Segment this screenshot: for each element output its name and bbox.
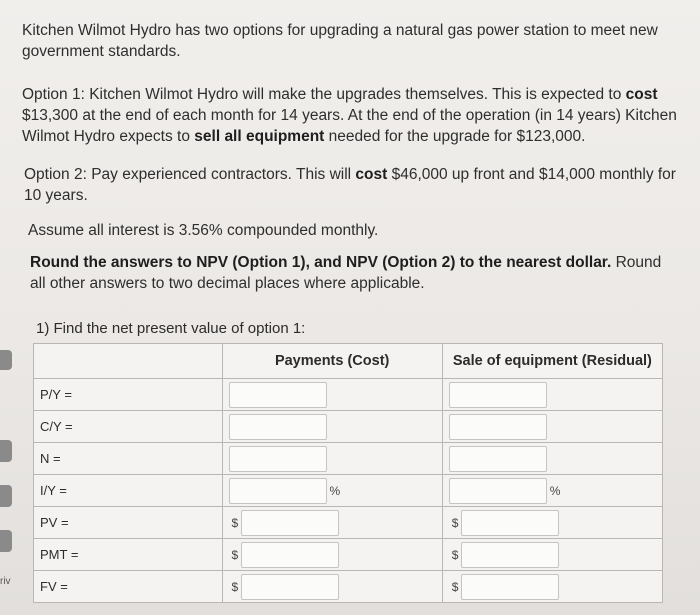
payments-cell (222, 571, 442, 603)
row-label: C/Y = (34, 411, 223, 443)
interest-text: Assume all interest is 3.56% compounded monthly. (28, 222, 379, 239)
payments-cell (222, 539, 442, 571)
payments-input[interactable] (229, 382, 327, 408)
residual-cell (442, 507, 662, 539)
currency-prefix: $ (451, 579, 459, 594)
table-header: Payments (Cost) (222, 344, 442, 379)
intro-text: Kitchen Wilmot Hydro has two options for upgrading a natural gas power station to meet new government standards. (22, 22, 658, 60)
currency-prefix: $ (231, 515, 239, 530)
residual-input[interactable] (461, 574, 559, 600)
residual-input[interactable] (449, 414, 547, 440)
table-row (34, 379, 663, 411)
table-row (34, 571, 663, 603)
table-row (34, 443, 663, 475)
payments-input[interactable] (241, 510, 339, 536)
percent-suffix: % (549, 483, 561, 498)
residual-cell (442, 571, 662, 603)
payments-cell (222, 411, 442, 443)
row-label: P/Y = (34, 379, 223, 411)
table-row (34, 507, 663, 539)
table-row (34, 411, 663, 443)
table-header-row (34, 344, 663, 379)
table-header (34, 344, 223, 379)
payments-cell (222, 379, 442, 411)
edge-tab (0, 485, 12, 507)
row-label: I/Y = (34, 475, 223, 507)
edge-tab (0, 530, 12, 552)
edge-tab (0, 350, 12, 370)
payments-cell (222, 475, 442, 507)
payments-input[interactable] (229, 446, 327, 472)
row-label: FV = (34, 571, 223, 603)
table-body (34, 379, 663, 603)
residual-cell (442, 475, 662, 507)
residual-input[interactable] (461, 542, 559, 568)
table-header: Sale of equipment (Residual) (442, 344, 662, 379)
row-label: N = (34, 443, 223, 475)
payments-input[interactable] (229, 478, 327, 504)
option2-text: Option 2: Pay experienced contractors. This will cost $46,000 up front and $14,000 monthly for 10 years. (24, 166, 676, 204)
payments-cell (222, 443, 442, 475)
payments-input[interactable] (241, 574, 339, 600)
residual-cell (442, 379, 662, 411)
payments-cell (222, 507, 442, 539)
payments-input[interactable] (241, 542, 339, 568)
residual-cell (442, 411, 662, 443)
row-label: PV = (34, 507, 223, 539)
question-label: 1) Find the net present value of option 1: (36, 320, 306, 337)
currency-prefix: $ (451, 547, 459, 562)
residual-cell (442, 443, 662, 475)
residual-input[interactable] (449, 478, 547, 504)
currency-prefix: $ (231, 579, 239, 594)
currency-prefix: $ (451, 515, 459, 530)
payments-input[interactable] (229, 414, 327, 440)
currency-prefix: $ (231, 547, 239, 562)
residual-input[interactable] (449, 382, 547, 408)
residual-input[interactable] (449, 446, 547, 472)
residual-input[interactable] (461, 510, 559, 536)
table-row (34, 475, 663, 507)
residual-cell (442, 539, 662, 571)
table-row (34, 539, 663, 571)
rounding-instructions: Round the answers to NPV (Option 1), and NPV (Option 2) to the nearest dollar. Round all other answers to two decimal places where applicable. (30, 254, 662, 292)
percent-suffix: % (329, 483, 341, 498)
tvm-table (33, 343, 663, 603)
edge-label: riv (0, 576, 11, 587)
edge-tab (0, 440, 12, 462)
option1-text: Option 1: Kitchen Wilmot Hydro will make the upgrades themselves. This is expected to cost $13,300 at the end of each month for 14 years. At the end of the operation (in 14 years) Kitchen Wilmot Hydro expects to sell all equipment needed for the upgrade for $123,000. (22, 86, 677, 145)
row-label: PMT = (34, 539, 223, 571)
